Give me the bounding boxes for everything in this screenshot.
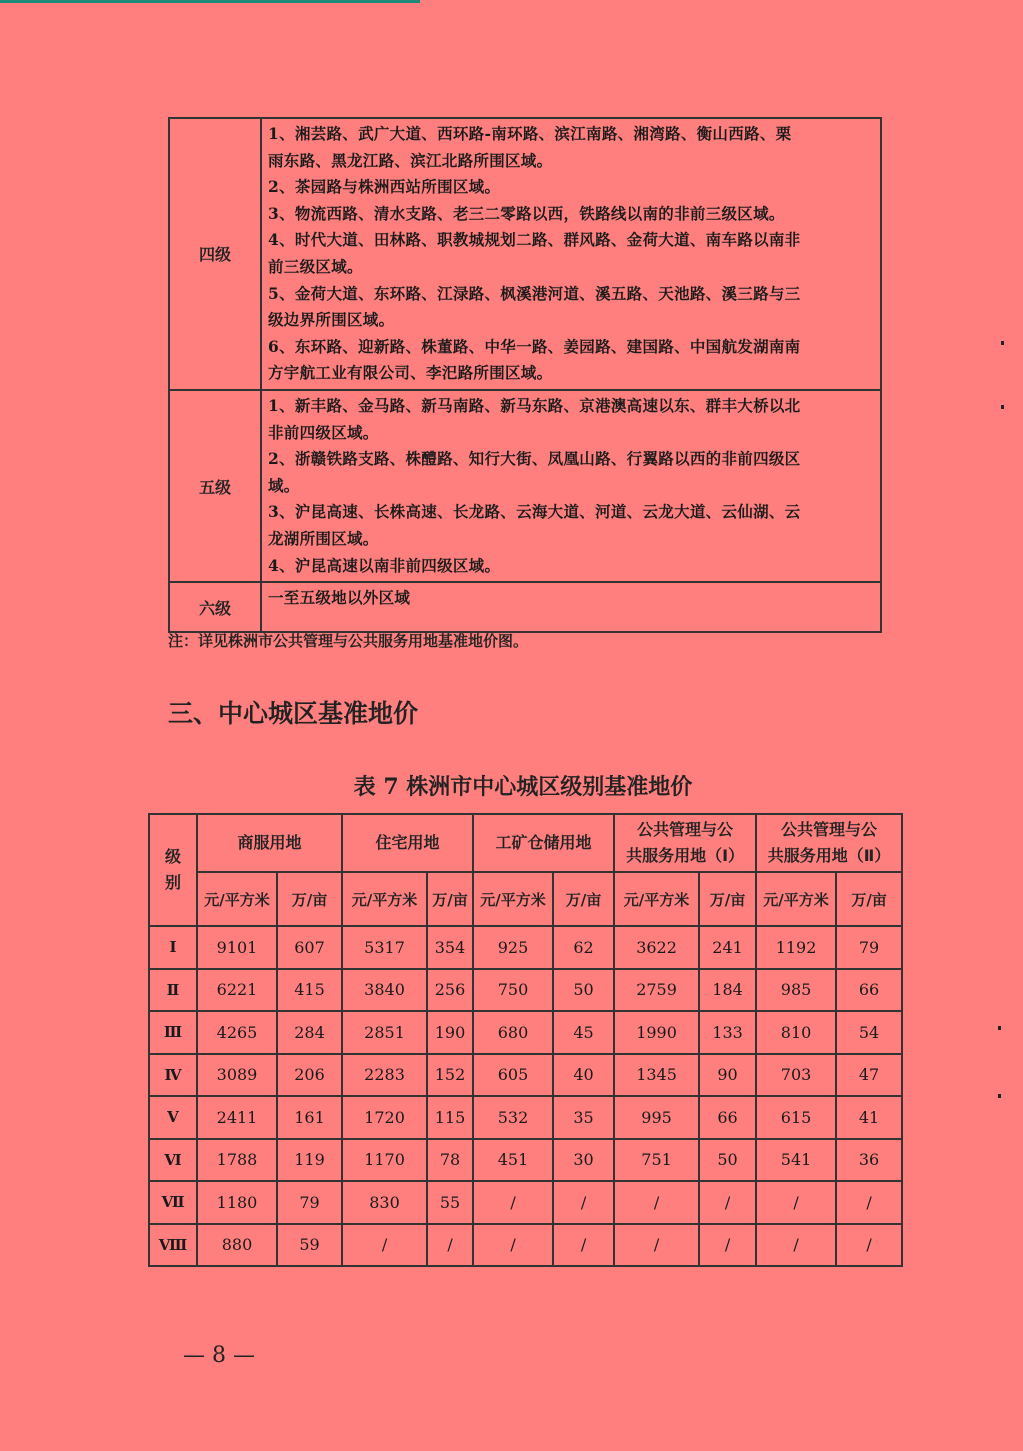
grade-description-line: 2、茶园路与株洲西站所围区域。 (268, 177, 501, 197)
land-use-group-header (473, 814, 614, 872)
price-cell: 2283 (342, 1054, 427, 1097)
land-use-group-label: 公共管理与公 (637, 820, 734, 839)
price-cell: 2759 (614, 969, 699, 1012)
land-use-group-label: 工矿仓储用地 (495, 833, 592, 852)
grade-description-line: 1、湘芸路、武广大道、西环路-南环路、滨江南路、湘湾路、衡山西路、栗 (268, 124, 792, 143)
grade-description-line: 方宇航工业有限公司、李汜路所围区域。 (268, 363, 553, 383)
price-cell: 750 (473, 969, 553, 1012)
grade-description-line: 前三级区域。 (268, 256, 363, 276)
price-cell: / (614, 1224, 699, 1267)
unit-header-mu: 万/亩 (277, 872, 342, 926)
price-cell: 59 (277, 1224, 342, 1267)
price-cell: / (473, 1181, 553, 1224)
grade-description-line: 龙湖所围区域。 (268, 528, 379, 548)
edge-mark (998, 1026, 1001, 1030)
price-cell: 607 (277, 926, 342, 969)
price-cell: 35 (553, 1096, 614, 1139)
grade-label: 四级 (169, 118, 261, 390)
grade-description-line: 雨东路、黑龙江路、滨江北路所围区域。 (268, 150, 553, 170)
grade-description-line: 域。 (268, 475, 300, 495)
land-use-group-header (342, 814, 473, 872)
grade-label: 五级 (169, 390, 261, 582)
unit-header-sqm: 元/平方米 (342, 872, 427, 926)
price-cell: / (473, 1224, 553, 1267)
grade-row (169, 118, 881, 390)
price-cell: 190 (427, 1011, 473, 1054)
price-cell: 5317 (342, 926, 427, 969)
price-cell: / (756, 1224, 836, 1267)
price-cell: 532 (473, 1096, 553, 1139)
unit-header-sqm: 元/平方米 (197, 872, 277, 926)
grade-header-char: 级 (164, 847, 181, 866)
price-cell: 985 (756, 969, 836, 1012)
price-cell: 41 (836, 1096, 902, 1139)
price-cell: 119 (277, 1139, 342, 1182)
grade-level-cell: Ⅰ (149, 926, 197, 969)
price-row (149, 1181, 902, 1224)
grade-column-header (149, 814, 197, 926)
header-row (149, 814, 902, 872)
price-cell: 1170 (342, 1139, 427, 1182)
price-cell: 615 (756, 1096, 836, 1139)
price-cell: / (836, 1181, 902, 1224)
price-row (149, 1054, 902, 1097)
table-caption: 表 7 株洲市中心城区级别基准地价 (353, 774, 693, 800)
price-cell: 36 (836, 1139, 902, 1182)
price-cell: 62 (553, 926, 614, 969)
price-cell: 925 (473, 926, 553, 969)
land-price-table (148, 813, 903, 1267)
price-cell: 47 (836, 1054, 902, 1097)
price-cell: / (699, 1224, 756, 1267)
land-use-group-header (756, 814, 902, 872)
price-cell: 1788 (197, 1139, 277, 1182)
grade-description (261, 582, 881, 632)
edge-mark (1001, 341, 1004, 345)
grade-description-line: 4、时代大道、田林路、职教城规划二路、群风路、金荷大道、南车路以南非 (268, 230, 801, 250)
grade-header-char: 别 (164, 873, 181, 892)
price-cell: 133 (699, 1011, 756, 1054)
price-cell: 9101 (197, 926, 277, 969)
price-row (149, 1011, 902, 1054)
unit-header-sqm: 元/平方米 (614, 872, 699, 926)
price-cell: 751 (614, 1139, 699, 1182)
grade-level-cell: Ⅳ (149, 1054, 197, 1097)
land-use-group-label: 共服务用地（Ⅰ） (626, 846, 745, 865)
land-use-group-header (614, 814, 756, 872)
price-cell: 115 (427, 1096, 473, 1139)
price-cell: 830 (342, 1181, 427, 1224)
land-use-group-label: 公共管理与公 (781, 820, 878, 839)
grade-description-line: 非前四级区域。 (268, 422, 379, 442)
edge-mark (998, 1094, 1001, 1098)
unit-header-mu: 万/亩 (836, 872, 902, 926)
price-cell: 30 (553, 1139, 614, 1182)
grade-description-line: 1、新丰路、金马路、新马南路、新马东路、京港澳高速以东、群丰大桥以北 (268, 395, 801, 415)
price-row (149, 1224, 902, 1267)
price-cell: 1990 (614, 1011, 699, 1054)
grade-description (261, 390, 881, 582)
unit-header-mu: 万/亩 (553, 872, 614, 926)
price-cell: 3622 (614, 926, 699, 969)
unit-header-mu: 万/亩 (699, 872, 756, 926)
unit-row (149, 872, 902, 926)
price-cell: 1180 (197, 1181, 277, 1224)
price-cell: 3840 (342, 969, 427, 1012)
price-cell: 66 (836, 969, 902, 1012)
grade-level-cell: Ⅱ (149, 969, 197, 1012)
price-cell: 66 (699, 1096, 756, 1139)
grade-description-line: 5、金荷大道、东环路、江渌路、枫溪港河道、溪五路、天池路、溪三路与三 (268, 283, 801, 303)
price-cell: 40 (553, 1054, 614, 1097)
grade-description-line: 3、物流西路、清水支路、老三二零路以西，铁路线以南的非前三级区域。 (268, 203, 785, 223)
price-cell: 415 (277, 969, 342, 1012)
price-cell: 79 (277, 1181, 342, 1224)
price-cell: / (553, 1181, 614, 1224)
unit-header-sqm: 元/平方米 (473, 872, 553, 926)
price-cell: 4265 (197, 1011, 277, 1054)
grade-description-line: 3、沪昆高速、长株高速、长龙路、云海大道、河道、云龙大道、云仙湖、云 (268, 502, 801, 522)
price-cell: / (342, 1224, 427, 1267)
price-cell: 45 (553, 1011, 614, 1054)
land-use-group-header (197, 814, 342, 872)
price-cell: 90 (699, 1054, 756, 1097)
unit-header-mu: 万/亩 (427, 872, 473, 926)
land-use-group-label: 商服用地 (237, 833, 302, 852)
price-cell: 6221 (197, 969, 277, 1012)
price-row (149, 1096, 902, 1139)
price-cell: 50 (553, 969, 614, 1012)
grade-level-cell: Ⅶ (149, 1181, 197, 1224)
grade-description-line: 4、沪昆高速以南非前四级区域。 (268, 555, 501, 575)
grade-area-table (168, 117, 882, 633)
price-cell: 810 (756, 1011, 836, 1054)
price-cell: 2411 (197, 1096, 277, 1139)
price-cell: 55 (427, 1181, 473, 1224)
price-cell: 354 (427, 926, 473, 969)
price-cell: / (756, 1181, 836, 1224)
grade-description (261, 118, 881, 390)
price-cell: 206 (277, 1054, 342, 1097)
price-cell: 2851 (342, 1011, 427, 1054)
price-cell: 680 (473, 1011, 553, 1054)
price-cell: 152 (427, 1054, 473, 1097)
price-cell: 78 (427, 1139, 473, 1182)
grade-level-cell: Ⅷ (149, 1224, 197, 1267)
price-row (149, 926, 902, 969)
grade-description-line: 一至五级地以外区域 (268, 588, 411, 608)
price-cell: 79 (836, 926, 902, 969)
price-cell: 451 (473, 1139, 553, 1182)
price-cell: / (614, 1181, 699, 1224)
price-cell: / (699, 1181, 756, 1224)
land-use-group-label: 共服务用地（Ⅱ） (767, 846, 891, 865)
price-cell: 50 (699, 1139, 756, 1182)
grade-label: 六级 (169, 582, 261, 632)
price-cell: 256 (427, 969, 473, 1012)
grade-level-cell: Ⅲ (149, 1011, 197, 1054)
price-cell: / (427, 1224, 473, 1267)
price-cell: 161 (277, 1096, 342, 1139)
price-cell: / (836, 1224, 902, 1267)
unit-header-sqm: 元/平方米 (756, 872, 836, 926)
price-cell: 703 (756, 1054, 836, 1097)
grade-level-cell: Ⅵ (149, 1139, 197, 1182)
edge-mark (1001, 405, 1004, 409)
price-cell: 241 (699, 926, 756, 969)
price-cell: 605 (473, 1054, 553, 1097)
section-title: 三、中心城区基准地价 (168, 699, 419, 728)
price-cell: 3089 (197, 1054, 277, 1097)
price-cell: 54 (836, 1011, 902, 1054)
land-use-group-label: 住宅用地 (375, 833, 440, 852)
table-note: 注：详见株洲市公共管理与公共服务用地基准地价图。 (168, 632, 529, 650)
grade-level-cell: Ⅴ (149, 1096, 197, 1139)
price-cell: 1192 (756, 926, 836, 969)
grade-description-line: 6、东环路、迎新路、株董路、中华一路、姜园路、建国路、中国航发湖南南 (268, 336, 801, 356)
top-edge-line (0, 0, 420, 3)
price-cell: 1345 (614, 1054, 699, 1097)
price-cell: / (553, 1224, 614, 1267)
price-cell: 284 (277, 1011, 342, 1054)
price-row (149, 1139, 902, 1182)
page-number: — 8 — (183, 1343, 255, 1368)
price-cell: 995 (614, 1096, 699, 1139)
price-row (149, 969, 902, 1012)
grade-description-line: 2、浙赣铁路支路、株醴路、知行大街、凤凰山路、行翼路以西的非前四级区 (268, 449, 801, 469)
price-cell: 541 (756, 1139, 836, 1182)
price-cell: 880 (197, 1224, 277, 1267)
grade-row (169, 390, 881, 582)
grade-row (169, 582, 881, 632)
price-cell: 1720 (342, 1096, 427, 1139)
grade-description-line: 级边界所围区域。 (268, 310, 395, 330)
price-cell: 184 (699, 969, 756, 1012)
